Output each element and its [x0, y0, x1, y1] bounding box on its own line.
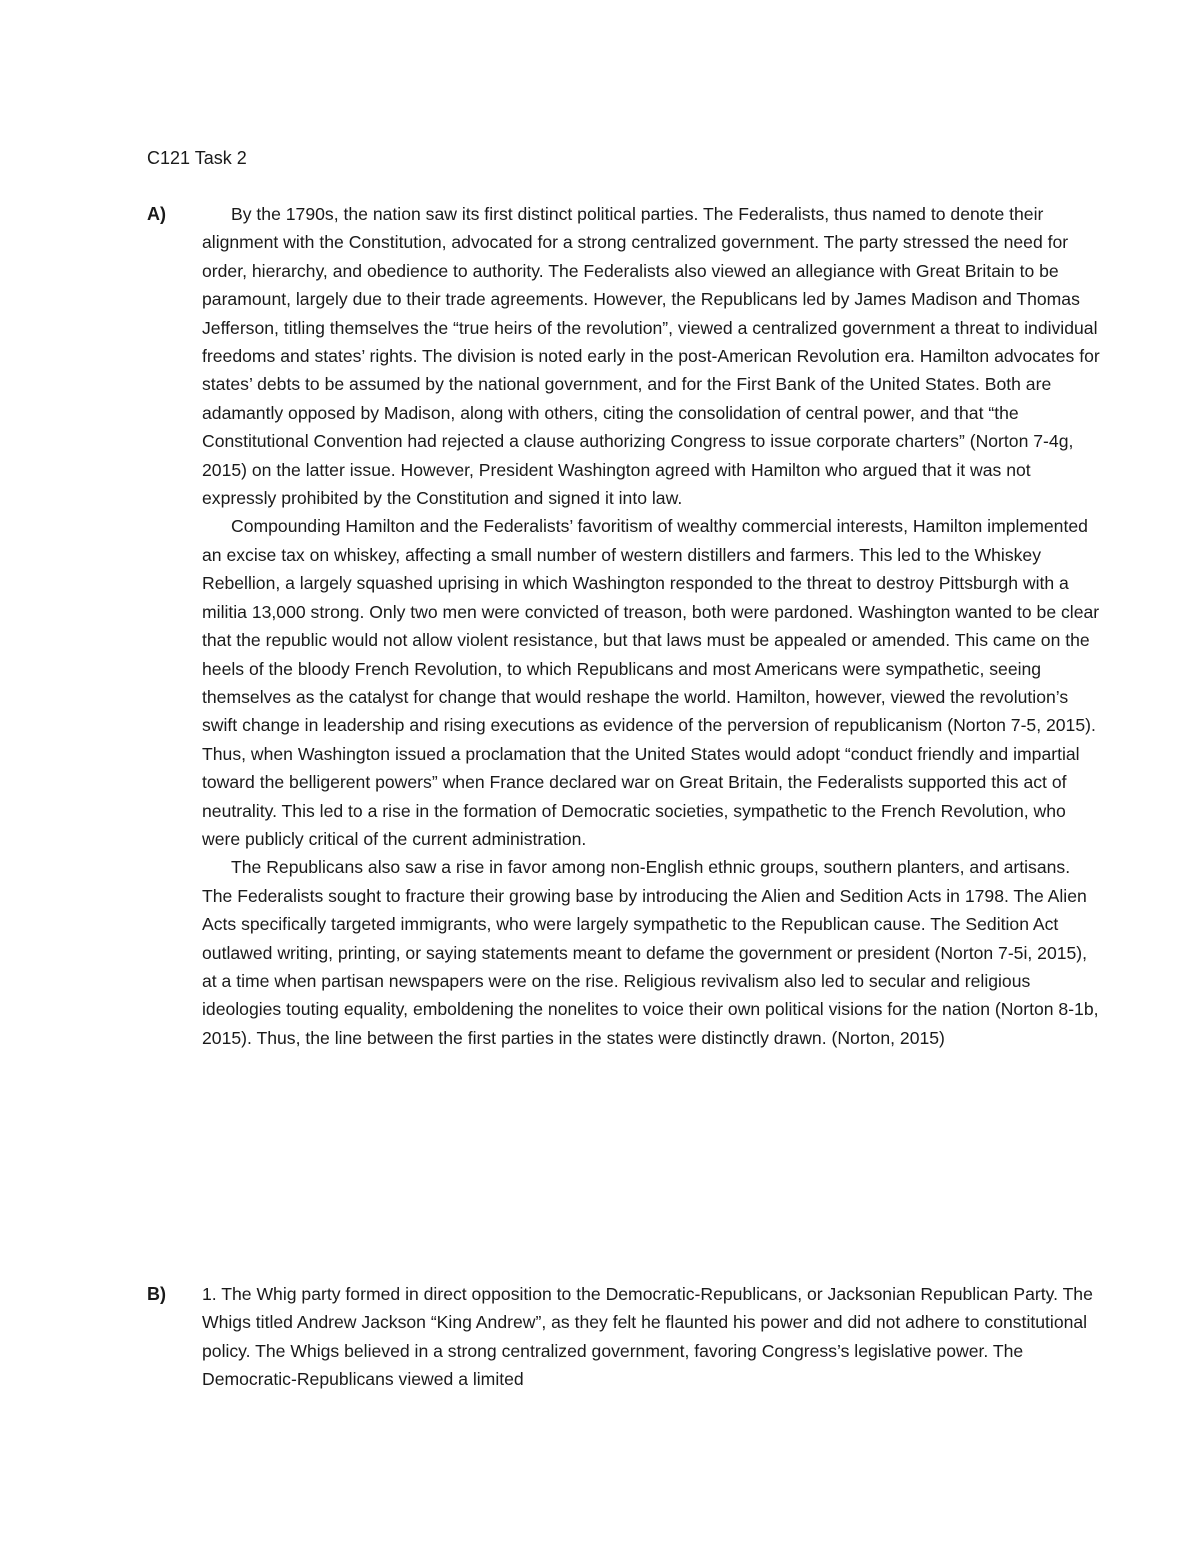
section-a-label: A)	[147, 204, 166, 224]
section-a-paragraph-1: By the 1790s, the nation saw its first distinct political parties. The Federalists, thus named to denote their alignment with the Constitution, advocated for a strong centralized government. The party stressed the need for order, hierarchy, and obedience to authority. The Federalists also viewed an allegiance with Great Britain to be paramount, largely due to their trade agreements. However, the Republicans led by James Madison and Thomas Jefferson, titling themselves the “true heirs of the revolution”, viewed a centralized government a threat to individual freedoms and states’ rights. The division is noted early in the post-American Revolution era. Hamilton advocates for states’ debts to be assumed by the national government, and for the First Bank of the United States. Both are adamantly opposed by Madison, along with others, citing the consolidation of central power, and that “the Constitutional Convention had rejected a clause authorizing Congress to issue corporate charters” (Norton 7-4g, 2015) on the latter issue. However, President Washington agreed with Hamilton who argued that it was not expressly prohibited by the Constitution and signed it into law.	[202, 204, 1100, 509]
section-b-paragraph-1: 1. The Whig party formed in direct opposition to the Democratic-Republicans, or Jacksonian Republican Party. The Whigs titled Andrew Jackson “King Andrew”, as they felt he flaunted his power and did not adhere to constitutional policy. The Whigs believed in a strong centralized government, favoring Congress’s legislative power. The Democratic-Republicans viewed a limited	[202, 1284, 1093, 1390]
section-a-paragraph-2: Compounding Hamilton and the Federalists’ favoritism of wealthy commercial interests, Hamilton implemented an excise tax on whiskey, affecting a small number of western distillers and farmers. This led to the Whiskey Rebellion, a largely squashed uprising in which Washington responded to the threat to destroy Pittsburgh with a militia 13,000 strong. Only two men were convicted of treason, both were pardoned. Washington wanted to be clear that the republic would not allow violent resistance, but that laws must be appealed or amended. This came on the heels of the bloody French Revolution, to which Republicans and most Americans were sympathetic, seeing themselves as the catalyst for change that would reshape the world. Hamilton, however, viewed the revolution’s swift change in leadership and rising executions as evidence of the perversion of republicanism (Norton 7-5, 2015). Thus, when Washington issued a proclamation that the United States would adopt “conduct friendly and impartial toward the belligerent powers” when France declared war on Great Britain, the Federalists supported this act of neutrality. This led to a rise in the formation of Democratic societies, sympathetic to the French Revolution, who were publicly critical of the current administration.	[202, 516, 1100, 849]
document-title: C121 Task 2	[147, 148, 247, 168]
section-b-body	[202, 1280, 1102, 1394]
section-b-label: B)	[147, 1284, 166, 1304]
section-a-paragraph-3: The Republicans also saw a rise in favor among non-English ethnic groups, southern planters, and artisans. The Federalists sought to fracture their growing base by introducing the Alien and Sedition Acts in 1798. The Alien Acts specifically targeted immigrants, who were largely sympathetic to the Republican cause. The Sedition Act outlawed writing, printing, or saying statements meant to defame the government or president (Norton 7-5i, 2015), at a time when partisan newspapers were on the rise. Religious revivalism also led to secular and religious ideologies touting equality, emboldening the nonelites to voice their own political visions for the nation (Norton 8-1b, 2015). Thus, the line between the first parties in the states were distinctly drawn. (Norton, 2015)	[202, 857, 1099, 1048]
section-a-body	[202, 200, 1102, 1052]
